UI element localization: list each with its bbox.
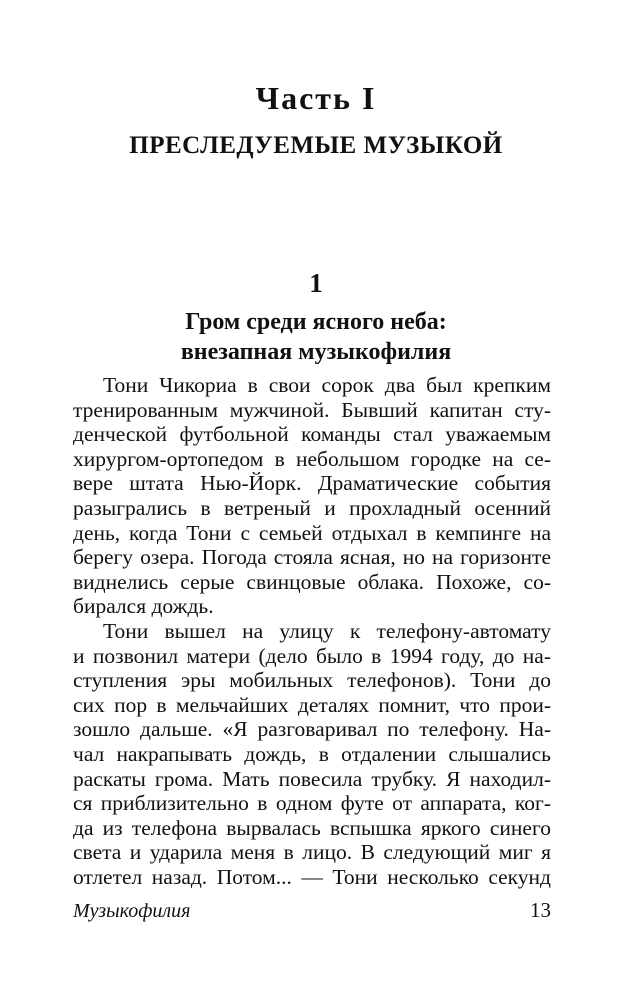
part-title: ПРЕСЛЕДУЕМЫЕ МУЗЫКОЙ <box>129 132 503 159</box>
part-label: Часть I <box>255 80 377 116</box>
chapter-title-line-1: Гром среди ясного неба: <box>185 309 447 335</box>
body-line: да из телефона вырвалась вспышка яркого синего <box>73 815 551 840</box>
body-line: день, когда Тони с семьей отдыхал в кемпинге на <box>73 520 551 545</box>
body-line: Тони вышел на улицу к телефону-автомату <box>103 618 551 643</box>
chapter-title <box>0 307 632 367</box>
body-text <box>73 373 551 889</box>
body-line: разыгрались в ветреный и прохладный осенний <box>73 495 551 520</box>
body-line: отлетел назад. Потом... — Тони несколько секунд <box>73 864 551 889</box>
body-line: Тони Чикориа в свои сорок два был крепким <box>103 373 551 397</box>
body-line: виднелись серые свинцовые облака. Похоже, со- <box>73 569 551 594</box>
body-line: берегу озера. Погода стояла ясная, но на горизонте <box>73 545 551 570</box>
body-line: чал накрапывать дождь, в отдалении слышались <box>73 741 551 766</box>
body-line: хирургом-ортопедом в небольшом городке на се- <box>73 446 551 471</box>
body-line: ся приблизительно в одном футе от аппарата, ког- <box>73 791 551 816</box>
body-line: раскаты грома. Мать повесила трубку. Я находил- <box>73 766 551 791</box>
body-line: зошло дальше. «Я разговаривал по телефону. На- <box>73 717 551 742</box>
body-line: сих пор в мельчайших деталях помнит, что прои- <box>73 692 551 717</box>
body-line: вере штата Нью-Йорк. Драматические события <box>73 471 551 496</box>
body-line: ступления эры мобильных телефонов). Тони до <box>73 668 551 693</box>
page-number: 13 <box>530 898 551 922</box>
body-line: бирался дождь. <box>73 594 214 619</box>
body-line: и позвонил матери (дело было в 1994 году, до на- <box>73 643 551 668</box>
chapter-title-line-2: внезапная музыкофилия <box>180 339 452 365</box>
body-line: денческой футбольной команды стал уважаемым <box>73 422 551 447</box>
body-line: тренированным мужчиной. Бывший капитан сту- <box>73 397 551 422</box>
chapter-number: 1 <box>309 268 323 298</box>
body-line: света и ударила меня в лицо. В следующий миг я <box>73 840 551 865</box>
running-footer-title: Музыкофилия <box>73 900 191 922</box>
